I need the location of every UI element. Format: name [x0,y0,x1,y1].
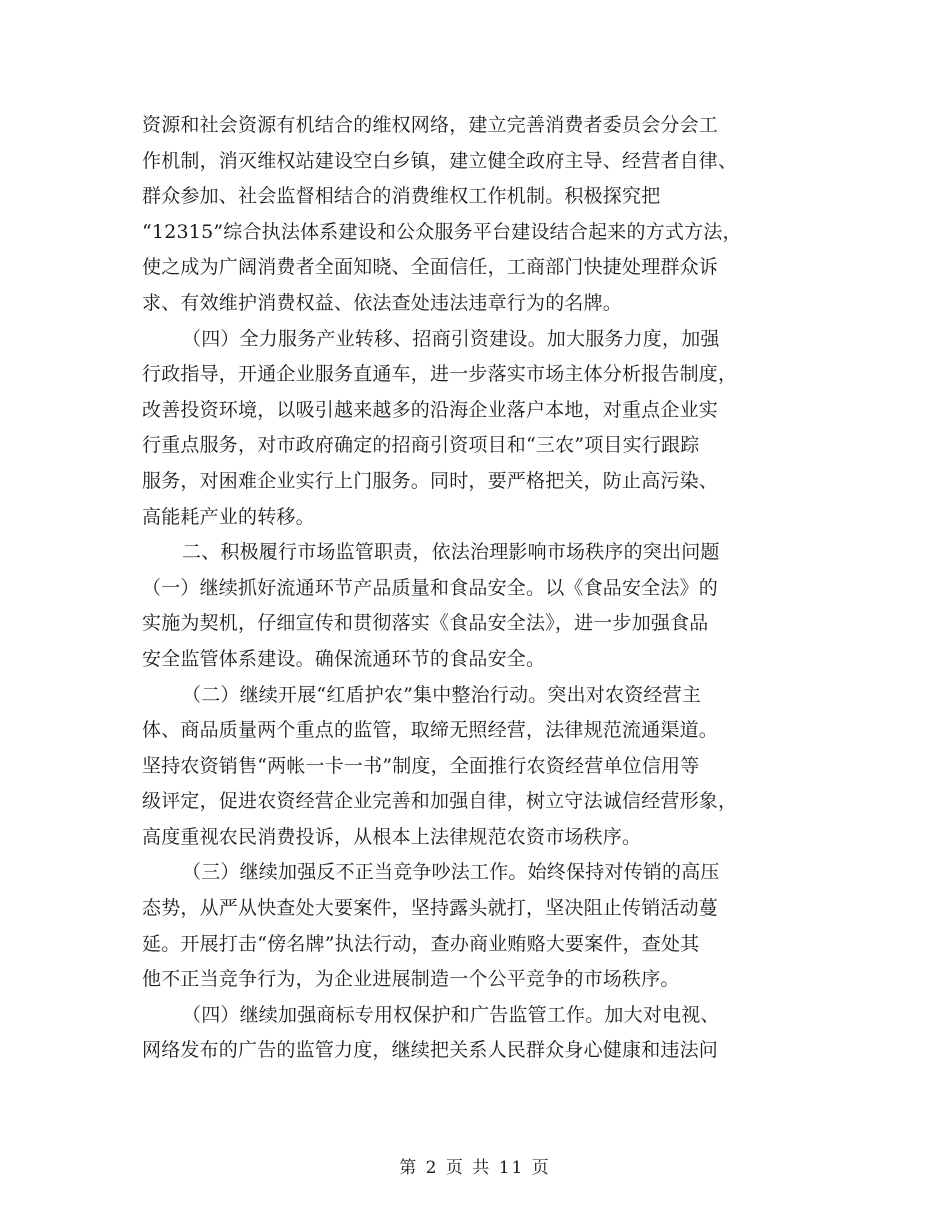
text-line: 坚持农资销售“两帐一卡一书”制度，全面推行农资经营单位信用等 [142,754,700,777]
text-line: 资源和社会资源有机结合的维权网络，建立完善消费者委员会分会工 [142,114,719,136]
text-line: 服务，对困难企业实行上门服务。同时，要严格把关，防止高污染、 [142,469,719,492]
text-line: 作机制，消灭维权站建设空白乡镇，建立健全政府主导、经营者自律、 [142,149,738,172]
text-line: （三）继续加强反不正当竞争吵法工作。始终保持对传销的高压 [182,861,720,884]
text-line: 二、积极履行市场监管职责，依法治理影响市场秩序的突出问题 [182,541,720,564]
text-line: 级评定，促进农资经营企业完善和加强自律，树立守法诚信经营形象， [142,790,738,813]
text-line: 他不正当竞争行为，为企业进展制造一个公平竞争的市场秩序。 [142,968,680,991]
body-text [142,108,812,1069]
text-line: （四）继续加强商标专用权保护和广告监管工作。加大对电视、 [182,1003,720,1026]
text-line: 实施为契机，仔细宣传和贯彻落实《食品安全法》，进一步加强食品 [142,612,709,635]
text-line: 行政指导，开通企业服务直通车，进一步落实市场主体分析报告制度， [142,363,738,386]
text-line: （四）全力服务产业转移、招商引资建设。加大服务力度，加强 [182,327,720,350]
text-line: 安全监管体系建设。确保流通环节的食品安全。 [142,647,546,670]
text-line: 延。开展打击“傍名牌”执法行动，查办商业贿赂大要案件，查处其 [142,932,700,955]
text-line: 高度重视农民消费投诉，从根本上法律规范农资市场秩序。 [142,825,642,848]
text-line: （二）继续开展“红盾护农”集中整治行动。突出对农资经营主 [182,683,702,706]
text-line: 群众参加、社会监督相结合的消费维权工作机制。积极探究把 [142,185,661,208]
page-footer: 第 2 页 共 11 页 [399,1158,551,1178]
text-line: 求、有效维护消费权益、依法查处违法违章行为的名牌。 [142,291,623,314]
text-line: 使之成为广阔消费者全面知晓、全面信任，工商部门快捷处理群众诉 [142,256,719,279]
text-line: 体、商品质量两个重点的监管，取缔无照经营，法律规范流通渠道。 [142,719,719,742]
text-line: 高能耗产业的转移。 [142,505,315,528]
text-line: 态势，从严从快查处大要案件，坚持露头就打，坚决阻止传销活动蔓 [142,897,719,920]
text-line: 网络发布的广告的监管力度，继续把关系人民群众身心健康和违法问 [142,1039,719,1062]
text-line: 行重点服务，对市政府确定的招商引资项目和“三农”项目实行跟踪 [142,434,700,457]
text-line: （一）继续抓好流通环节产品质量和食品安全。以《食品安全法》的 [142,576,719,599]
text-line: “12315”综合执法体系建设和公众服务平台建设结合起来的方式方法， [142,220,742,243]
text-line: 改善投资环境，以吸引越来越多的沿海企业落户本地，对重点企业实 [142,398,719,421]
